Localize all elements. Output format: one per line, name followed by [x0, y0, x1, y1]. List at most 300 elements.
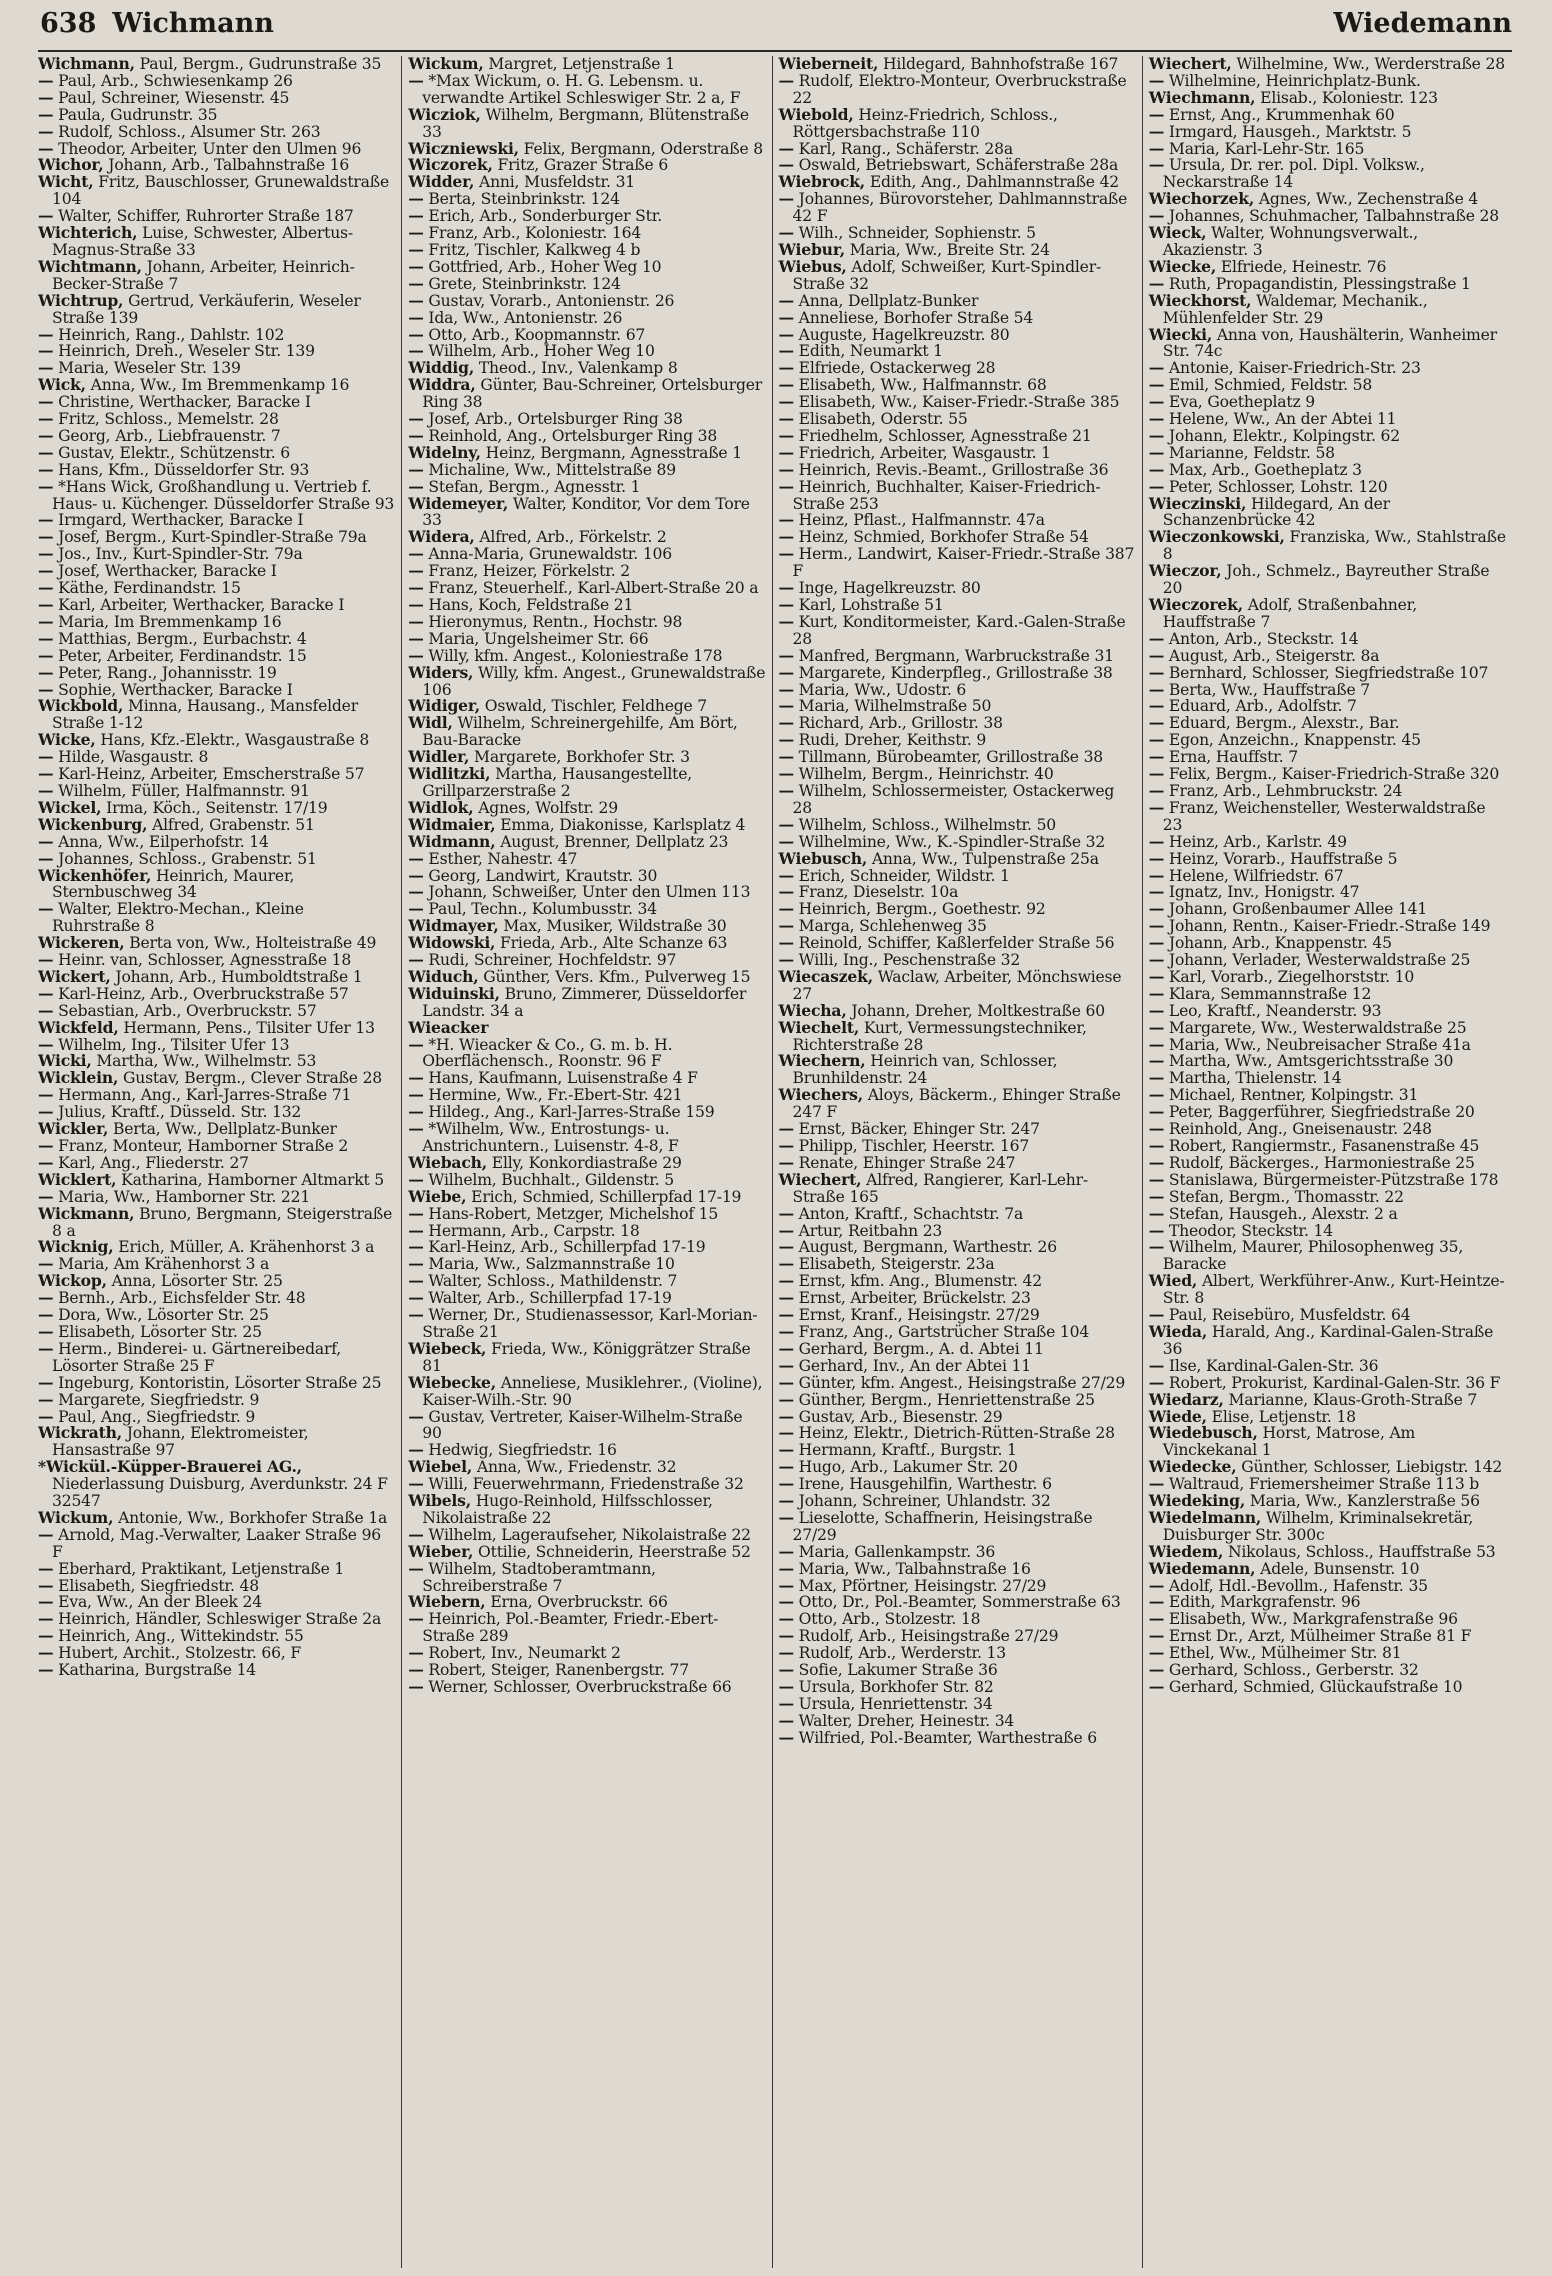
- entry-details: Margarete, Kinderpfleg., Grillostraße 38: [798, 663, 1113, 682]
- entry-details: Günter, Bau-Schreiner, Ortelsburger Ring 38: [422, 376, 763, 412]
- entry-name: —: [38, 476, 54, 496]
- directory-entry: [778, 611, 1136, 648]
- entry-name: Wiczorek,: [408, 155, 493, 175]
- entry-details: August, Brenner, Dellplatz 23: [500, 832, 729, 851]
- entry-name: —: [408, 324, 424, 344]
- entry-details: Johann, Schreiner, Uhlandstr. 32: [798, 1492, 1051, 1511]
- entry-name: Wichtrup,: [38, 290, 124, 310]
- entry-details: Stefan, Bergm., Agnesstr. 1: [428, 477, 641, 496]
- directory-entry: [779, 1273, 1136, 1290]
- entry-details: *H. Wieacker & Co., G. m. b. H. Oberflächensch., Roonstr. 96 F: [422, 1035, 673, 1071]
- entry-name: —: [778, 1237, 794, 1257]
- entry-name: —: [1148, 645, 1165, 665]
- directory-entry: [779, 597, 1136, 614]
- entry-details: Maria, Ww., Hamborner Str. 221: [58, 1187, 311, 1206]
- directory-entry: [408, 698, 765, 715]
- entry-name: —: [38, 1524, 54, 1544]
- directory-entry: [38, 1662, 395, 1679]
- entry-name: —: [408, 256, 424, 276]
- directory-entry: [778, 1203, 1136, 1223]
- entry-name: —: [38, 324, 54, 344]
- entry-details: Heinz, Vorarb., Hauffstraße 5: [1168, 849, 1398, 868]
- entry-details: Ernst, kfm. Ang., Blumenstr. 42: [798, 1272, 1042, 1291]
- entry-name: —: [778, 189, 794, 209]
- entry-details: Edith, Ang., Dahlmannstraße 42: [869, 173, 1120, 192]
- entry-name: Wicknig,: [38, 1237, 114, 1257]
- entry-name: —: [778, 1338, 794, 1358]
- directory-entry: [38, 1017, 395, 1037]
- entry-name: Widemeyer,: [408, 493, 509, 513]
- entry-name: —: [1148, 70, 1165, 90]
- directory-entry: [38, 1389, 395, 1409]
- entry-name: —: [778, 645, 794, 665]
- entry-details: Franz, Arb., Lehmbruckstr. 24: [1168, 781, 1403, 800]
- entry-details: Walter, Schiffer, Ruhrorter Straße 187: [58, 207, 354, 226]
- entry-details: Bernh., Arb., Eichsfelder Str. 48: [58, 1289, 306, 1308]
- directory-entry: [779, 1459, 1136, 1476]
- directory-entry: [38, 104, 395, 124]
- entry-details: Johann, Elektromeister, Hansastraße 97: [52, 1424, 309, 1460]
- entry-details: Agnes, Ww., Zechenstraße 4: [1258, 190, 1479, 209]
- directory-entry: [779, 1476, 1136, 1493]
- entry-details: Waldemar, Mechanik., Mühlenfelder Str. 29: [1162, 291, 1428, 327]
- entry-name: —: [778, 696, 794, 716]
- entry-name: —: [1148, 1355, 1165, 1375]
- entry-name: —: [38, 1592, 54, 1612]
- entry-details: Elfriede, Ostackerweg 28: [798, 359, 996, 378]
- entry-name: Wick,: [38, 375, 86, 395]
- entry-name: —: [38, 1254, 54, 1274]
- entry-name: Widera,: [408, 527, 475, 547]
- directory-entry: [1148, 865, 1506, 885]
- entry-details: Elisabeth, Ww., Kaiser-Friedr.-Straße 385: [798, 393, 1120, 412]
- entry-name: —: [38, 662, 54, 682]
- entry-name: —: [408, 882, 424, 902]
- directory-entry: [778, 1558, 1136, 1578]
- directory-entry: [38, 766, 395, 783]
- directory-entry: [1149, 1138, 1506, 1155]
- directory-entry: [38, 749, 395, 766]
- directory-entry: [778, 1389, 1136, 1409]
- directory-entry: [778, 476, 1136, 513]
- entry-name: —: [1148, 1643, 1165, 1663]
- entry-details: Emil, Schmied, Feldstr. 58: [1168, 376, 1373, 395]
- entry-details: Fritz, Tischler, Kalkweg 4 b: [428, 240, 641, 259]
- entry-details: Ingeburg, Kontoristin, Lösorter Straße 25: [58, 1373, 382, 1392]
- entry-details: Julius, Kraftf., Düsseld. Str. 132: [58, 1103, 302, 1122]
- directory-entry: [38, 442, 395, 462]
- entry-details: Martha, Ww., Amtsgerichtsstraße 30: [1168, 1052, 1454, 1071]
- entry-name: —: [1148, 983, 1165, 1003]
- entry-details: Nikolaus, Schloss., Hauffstraße 53: [1227, 1542, 1496, 1561]
- entry-details: Hildegard, Bahnhofstraße 167: [883, 56, 1119, 73]
- directory-entry: [38, 476, 395, 513]
- directory-entry: [38, 563, 395, 580]
- entry-name: —: [408, 1288, 424, 1308]
- entry-details: Elisabeth, Steigerstr. 23a: [798, 1255, 995, 1274]
- entry-name: Wicklein,: [38, 1068, 119, 1088]
- entry-details: Renate, Ehinger Straße 247: [798, 1153, 1016, 1172]
- entry-details: Max, Pförtner, Heisingstr. 27/29: [798, 1576, 1047, 1595]
- entry-name: Widl,: [408, 713, 453, 733]
- entry-name: Wickenburg,: [38, 814, 148, 834]
- directory-entry: [779, 360, 1136, 377]
- entry-details: Ethel, Ww., Mülheimer Str. 81: [1168, 1644, 1402, 1663]
- entry-name: —: [38, 983, 54, 1003]
- entry-details: Anna von, Haushälterin, Wanheimer Str. 74c: [1162, 325, 1497, 361]
- directory-entry: [38, 662, 395, 682]
- entry-name: —: [1148, 1305, 1165, 1325]
- directory-entry: [778, 425, 1136, 445]
- entry-name: Wicziok,: [408, 104, 481, 124]
- entry-details: Emma, Diakonisse, Karlsplatz 4: [500, 815, 746, 834]
- entry-details: Maria, Weseler Str. 139: [58, 359, 241, 378]
- entry-name: Wichtmann,: [38, 256, 142, 276]
- entry-name: —: [778, 442, 794, 462]
- entry-details: Wilhelm, Bergmann, Blütenstraße 33: [422, 105, 749, 141]
- entry-details: Berta, Ww., Dellplatz-Bunker: [112, 1120, 337, 1139]
- directory-entry: [408, 628, 765, 648]
- entry-details: Matthias, Bergm., Eurbachstr. 4: [58, 629, 307, 648]
- entry-name: —: [778, 392, 794, 412]
- entry-details: Ottilie, Schneiderin, Heerstraße 52: [478, 1542, 751, 1561]
- entry-name: —: [408, 1558, 424, 1578]
- entry-name: —: [1148, 1000, 1165, 1020]
- entry-details: Franz, Monteur, Hamborner Straße 2: [58, 1137, 349, 1155]
- header-left: [40, 8, 274, 39]
- entry-name: —: [778, 1727, 794, 1747]
- entry-name: —: [38, 679, 54, 699]
- entry-name: —: [1148, 1169, 1165, 1189]
- entry-name: Wiczniewski,: [408, 138, 519, 158]
- directory-entry: [408, 1070, 765, 1087]
- entry-details: Bruno, Bergmann, Steigerstraße 8 a: [52, 1204, 393, 1240]
- entry-name: —: [408, 1068, 424, 1088]
- directory-entry: [1148, 1558, 1506, 1578]
- entry-details: Theodor, Arbeiter, Unter den Ulmen 96: [58, 139, 362, 158]
- entry-name: —: [38, 104, 54, 124]
- entry-name: Wickop,: [38, 1271, 107, 1291]
- entry-details: Klara, Semmannstraße 12: [1168, 984, 1372, 1003]
- directory-entry: [1149, 1628, 1506, 1645]
- directory-entry: [408, 1104, 765, 1121]
- entry-details: Paul, Schreiner, Wiesenstr. 45: [58, 88, 290, 107]
- entry-name: Wiechers,: [778, 1085, 863, 1105]
- entry-details: Günter, kfm. Angest., Heisingstraße 27/29: [798, 1373, 1126, 1392]
- entry-name: —: [38, 459, 54, 479]
- entry-name: —: [38, 561, 54, 581]
- directory-entry: [1149, 1104, 1506, 1121]
- directory-entry: [1149, 884, 1506, 901]
- directory-entry: [778, 1169, 1136, 1206]
- entry-details: Edith, Markgrafenstr. 96: [1168, 1593, 1361, 1612]
- entry-name: Widmaier,: [408, 814, 496, 834]
- directory-entry: [408, 411, 765, 428]
- entry-details: Rudolf, Schloss., Alsumer Str. 263: [58, 122, 321, 141]
- entry-details: Maria, Ww., Kanzlerstraße 56: [1249, 1492, 1480, 1511]
- directory-entry: [38, 983, 395, 1003]
- entry-details: Wilhelm, Stadtoberamtmann, Schreiberstraße 7: [422, 1559, 656, 1595]
- directory-entry: [779, 1138, 1136, 1155]
- directory-entry: [38, 1645, 395, 1662]
- entry-name: Wiebel,: [408, 1457, 473, 1477]
- entry-name: —: [408, 561, 424, 581]
- directory-entry: [778, 324, 1136, 344]
- directory-entry: [778, 662, 1136, 682]
- entry-details: Johann, Verlader, Westerwaldstraße 25: [1168, 951, 1471, 970]
- entry-name: Wickler,: [38, 1119, 109, 1139]
- entry-details: Dora, Ww., Lösorter Str. 25: [58, 1306, 269, 1325]
- entry-name: —: [1148, 442, 1165, 462]
- entry-name: —: [408, 70, 424, 90]
- entry-details: Hedwig, Siegfriedstr. 16: [428, 1441, 617, 1460]
- directory-entry: [408, 563, 765, 580]
- entry-name: —: [408, 273, 424, 293]
- directory-entry: [408, 1121, 765, 1155]
- entry-details: Johann, Dreher, Moltkestraße 60: [851, 1001, 1105, 1020]
- entry-name: —: [778, 1710, 794, 1730]
- directory-entry: [779, 1645, 1136, 1662]
- entry-name: Wichor,: [38, 155, 104, 175]
- directory-entry: [1149, 766, 1506, 783]
- directory-entry: [779, 884, 1136, 901]
- entry-details: Theod., Inv., Valenkamp 8: [478, 359, 678, 378]
- entry-details: Johannes, Schloss., Grabenstr. 51: [58, 849, 317, 868]
- entry-name: Wiechmann,: [1148, 87, 1256, 107]
- entry-details: Maria, Ww., Neubreisacher Straße 41a: [1168, 1035, 1471, 1054]
- entry-name: —: [408, 239, 424, 259]
- entry-details: Walter, Dreher, Heinestr. 34: [798, 1711, 1015, 1730]
- directory-entry: [778, 1355, 1136, 1375]
- entry-name: Widers,: [408, 662, 474, 682]
- entry-name: —: [778, 1152, 794, 1172]
- entry-name: —: [1148, 1203, 1165, 1223]
- entry-name: —: [38, 578, 54, 598]
- entry-name: —: [38, 1034, 54, 1054]
- entry-name: —: [408, 1034, 424, 1054]
- directory-entry: [408, 324, 765, 344]
- entry-details: Peter, Rang., Johannisstr. 19: [58, 663, 277, 682]
- entry-name: —: [408, 865, 424, 885]
- entry-details: Auguste, Hagelkreuzstr. 80: [798, 325, 1010, 344]
- directory-entry: [1148, 121, 1506, 141]
- directory-entry: [1148, 1000, 1506, 1020]
- entry-name: —: [778, 409, 794, 429]
- entry-details: Reinold, Schiffer, Kaßlerfelder Straße 56: [798, 934, 1115, 953]
- entry-name: —: [38, 138, 54, 158]
- directory-entry: [38, 645, 395, 665]
- directory-entry: [779, 715, 1136, 732]
- directory-entry: [1149, 1645, 1506, 1662]
- entry-details: Wilhelm, Bergm., Heinrichstr. 40: [798, 765, 1054, 784]
- directory-entry: [38, 1558, 395, 1578]
- directory-entry: [408, 104, 765, 141]
- entry-details: Robert, Inv., Neumarkt 2: [428, 1644, 621, 1663]
- directory-entry: [1149, 1087, 1506, 1104]
- directory-entry: [408, 1541, 765, 1561]
- entry-name: —: [778, 1507, 794, 1527]
- directory-entry: [38, 360, 395, 377]
- entry-name: —: [778, 1609, 794, 1629]
- entry-name: Wickfeld,: [38, 1017, 119, 1037]
- directory-entry: [38, 580, 395, 597]
- entry-name: —: [778, 578, 794, 598]
- directory-entry: [778, 848, 1136, 868]
- entry-details: Eberhard, Praktikant, Letjenstraße 1: [58, 1559, 345, 1578]
- entry-name: —: [38, 1406, 54, 1426]
- directory-entry: [408, 1459, 765, 1476]
- entry-details: Hans, Koch, Feldstraße 21: [428, 596, 634, 614]
- entry-details: Karl, Vorarb., Ziegelhorststr. 10: [1168, 967, 1415, 986]
- entry-details: Johannes, Bürovorsteher, Dahlmannstraße 42 F: [792, 190, 1128, 226]
- entry-details: Marianne, Klaus-Groth-Straße 7: [1228, 1390, 1478, 1409]
- directory-entry: [408, 865, 765, 885]
- entry-name: —: [408, 848, 424, 868]
- entry-details: Maria, Am Krähenhorst 3 a: [58, 1255, 270, 1274]
- entry-details: Anneliese, Borhofer Straße 54: [798, 308, 1034, 327]
- entry-name: —: [778, 1321, 794, 1341]
- entry-details: Paul, Reisebüro, Musfeldstr. 64: [1168, 1306, 1411, 1325]
- entry-name: —: [778, 290, 794, 310]
- entry-name: —: [1148, 713, 1165, 733]
- entry-name: —: [778, 459, 794, 479]
- entry-details: Manfred, Bergmann, Warbruckstraße 31: [798, 646, 1114, 665]
- directory-entry: [408, 831, 765, 851]
- entry-name: Widmayer,: [408, 916, 499, 936]
- entry-name: —: [1148, 1592, 1165, 1612]
- directory-entry: [1148, 493, 1506, 530]
- entry-details: Wilhelm, Füller, Halfmannstr. 91: [58, 781, 310, 800]
- entry-name: —: [38, 544, 54, 564]
- entry-name: Wieck,: [1148, 223, 1207, 243]
- entry-name: —: [1148, 628, 1165, 648]
- entry-details: Margarete, Ww., Westerwaldstraße 25: [1168, 1018, 1467, 1037]
- entry-details: Johann, Arb., Humboldtstraße 1: [115, 967, 363, 986]
- entry-details: Herm., Landwirt, Kaiser-Friedr.-Straße 387 F: [792, 545, 1135, 581]
- entry-name: —: [778, 1440, 794, 1460]
- entry-details: Ernst, Arbeiter, Brückelstr. 23: [798, 1289, 1031, 1308]
- entry-name: —: [1148, 121, 1165, 141]
- entry-name: —: [38, 409, 54, 429]
- entry-name: —: [778, 1457, 794, 1477]
- directory-entry: [38, 394, 395, 411]
- entry-details: Anna, Ww., Im Bremmenkamp 16: [90, 376, 350, 395]
- directory-entry: [1149, 935, 1506, 952]
- entry-name: —: [408, 1169, 424, 1189]
- entry-details: Frieda, Ww., Königgrätzer Straße 81: [422, 1339, 751, 1375]
- entry-name: —: [1148, 730, 1165, 750]
- entry-name: —: [778, 1372, 794, 1392]
- entry-details: Anna, Ww., Tulpenstraße 25a: [871, 849, 1099, 868]
- directory-entry: [1149, 749, 1506, 766]
- entry-details: Fritz, Grazer Straße 6: [497, 156, 669, 175]
- entry-details: Walter, Schloss., Mathildenstr. 7: [428, 1272, 678, 1291]
- entry-name: Wichterich,: [38, 223, 138, 243]
- directory-entry: [1148, 1203, 1506, 1223]
- directory-entry: [779, 191, 1136, 225]
- entry-details: Heinz-Friedrich, Schloss., Röttgersbachstraße 110: [792, 105, 1058, 141]
- entry-name: —: [778, 899, 794, 919]
- entry-details: Franz, Heizer, Förkelstr. 2: [428, 562, 630, 581]
- entry-name: —: [38, 527, 54, 547]
- directory-entry: [1149, 1459, 1506, 1476]
- directory-entry: [778, 1372, 1136, 1392]
- entry-details: Wilhelm, Lageraufseher, Nikolaistraße 22: [428, 1525, 751, 1544]
- entry-name: —: [408, 1254, 424, 1274]
- entry-name: —: [1148, 1102, 1165, 1122]
- entry-details: Eduard, Bergm., Alexstr., Bar.: [1168, 714, 1400, 733]
- entry-details: Franz, Dieselstr. 10a: [798, 883, 959, 902]
- entry-name: Wickbold,: [38, 696, 124, 716]
- directory-entry: [1148, 425, 1506, 445]
- entry-details: Elisabeth, Ww., Halfmannstr. 68: [798, 376, 1047, 395]
- directory-entry: [779, 918, 1136, 935]
- entry-name: —: [1148, 865, 1165, 885]
- entry-name: —: [778, 950, 794, 970]
- entry-details: Ilse, Kardinal-Galen-Str. 36: [1168, 1356, 1379, 1375]
- entry-name: Wiechorzek,: [1148, 189, 1255, 209]
- directory-entry: [779, 343, 1136, 360]
- entry-name: —: [1148, 950, 1165, 970]
- entry-details: Aloys, Bäckerm., Ehinger Straße 247 F: [792, 1086, 1121, 1122]
- entry-details: Erich, Schmied, Schillerpfad 17-19: [471, 1187, 742, 1206]
- directory-entry: [779, 1442, 1136, 1459]
- directory-entry: [408, 580, 765, 597]
- entry-name: —: [38, 764, 54, 784]
- entry-details: Wilhelm, Arb., Hoher Weg 10: [428, 342, 655, 361]
- entry-details: Günther, Bergm., Henriettenstraße 25: [798, 1390, 1095, 1409]
- entry-name: —: [408, 1609, 424, 1629]
- entry-name: Wiebach,: [408, 1152, 488, 1172]
- entry-name: —: [778, 814, 794, 834]
- entry-details: Hugo-Reinhold, Hilfsschlosser, Nikolaistraße 22: [422, 1492, 713, 1527]
- entry-details: Ernst, Kranf., Heisingstr. 27/29: [798, 1306, 1040, 1325]
- directory-entry: [38, 1290, 395, 1307]
- entry-name: Wieczor,: [1148, 561, 1222, 581]
- entry-name: —: [1148, 831, 1165, 851]
- entry-details: Ida, Ww., Antonienstr. 26: [428, 308, 623, 327]
- entry-details: August, Bergmann, Warthestr. 26: [798, 1238, 1057, 1257]
- entry-name: —: [778, 1491, 794, 1511]
- directory-entry: [408, 597, 765, 614]
- entry-name: —: [1148, 155, 1165, 175]
- entry-details: Eva, Goetheplatz 9: [1168, 393, 1315, 412]
- entry-name: —: [408, 1203, 424, 1223]
- entry-details: Rudi, Schreiner, Hochfeldstr. 97: [428, 951, 677, 970]
- entry-details: Wilhelmine, Heinrichplatz-Bunk.: [1168, 71, 1421, 90]
- entry-details: Willy, kfm. Angest., Koloniestraße 178: [428, 646, 723, 665]
- directory-entry: [408, 611, 765, 631]
- entry-details: Niederlassung Duisburg, Averdunkstr. 24 F 32547: [52, 1475, 388, 1511]
- entry-details: Waltraud, Friemersheimer Straße 113 b: [1168, 1475, 1480, 1494]
- directory-entry: [408, 174, 765, 191]
- entry-details: Ursula, Borkhofer Str. 82: [798, 1678, 994, 1696]
- entry-name: —: [408, 628, 424, 648]
- directory-entry: [38, 1611, 395, 1628]
- directory-entry: [779, 1662, 1136, 1679]
- entry-details: Peter, Schlosser, Lohstr. 120: [1168, 477, 1388, 496]
- entry-name: Wiechern,: [778, 1051, 866, 1071]
- directory-entry: [1148, 256, 1506, 276]
- entry-details: Sebastian, Arb., Overbruckstr. 57: [58, 1001, 317, 1020]
- entry-name: —: [1148, 780, 1165, 800]
- entry-name: Wieczorek,: [1148, 595, 1243, 614]
- entry-name: Wiebur,: [778, 239, 845, 259]
- entry-name: —: [408, 1524, 424, 1544]
- entry-details: Friedrich, Arbeiter, Wasgaustr. 1: [798, 443, 1051, 462]
- entry-details: Heinrich, Maurer, Sternbuschweg 34: [52, 866, 295, 902]
- directory-entry: [1149, 1070, 1506, 1087]
